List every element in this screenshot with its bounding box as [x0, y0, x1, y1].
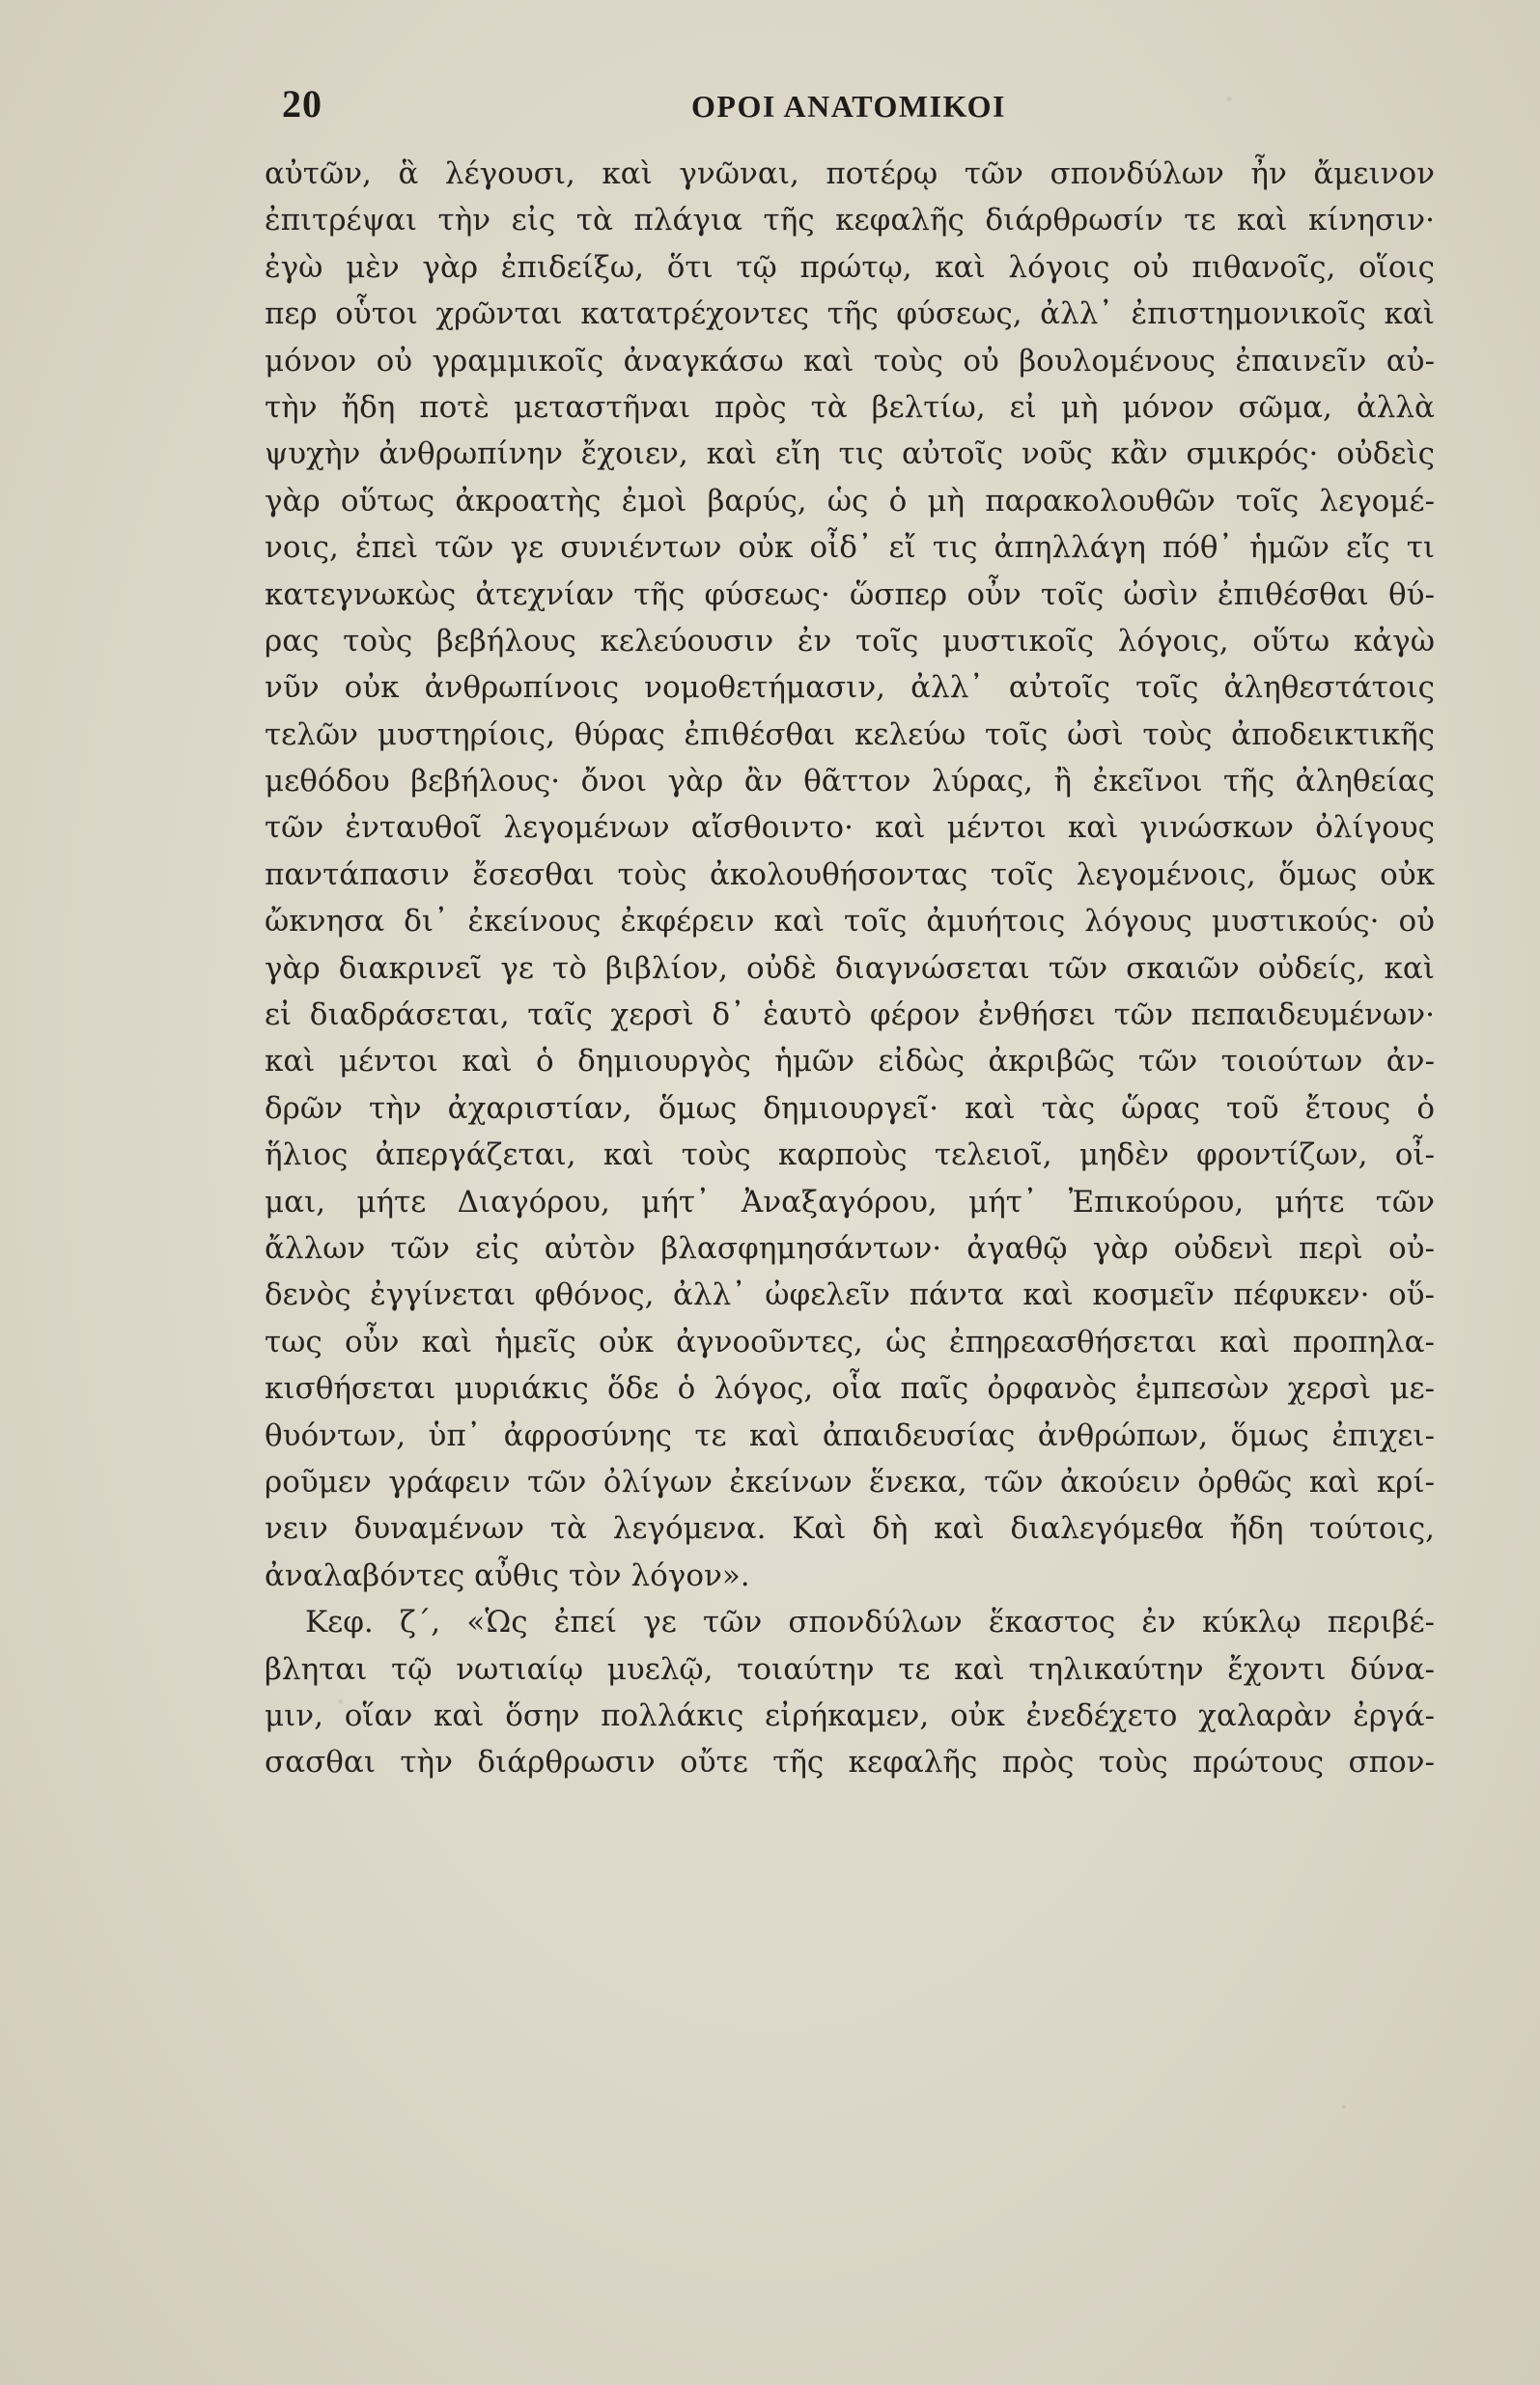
- body-text: [265, 151, 1435, 1786]
- page-number: 20: [282, 82, 322, 126]
- text-line: κισθήσεται μυριάκις ὅδε ὁ λόγος, οἷα παῖς ὀρφανὸς ἐμπεσὼν χερσὶ με-: [265, 1371, 1435, 1407]
- text-line: ἐγὼ μὲν γὰρ ἐπιδείξω, ὅτι τῷ πρώτῳ, καὶ λόγοις οὐ πιθανοῖς, οἵοις: [265, 249, 1435, 285]
- text-line: θυόντων, ὑπ᾽ ἀφροσύνης τε καὶ ἀπαιδευσίας ἀνθρώπων, ὅμως ἐπιχει-: [265, 1417, 1435, 1453]
- text-line: περ οὗτοι χρῶνται κατατρέχοντες τῆς φύσεως, ἀλλ᾽ ἐπιστημονικοῖς καὶ: [265, 296, 1435, 332]
- text-line: σασθαι τὴν διάρθρωσιν οὔτε τῆς κεφαλῆς πρὸς τοὺς πρώτους σπον-: [265, 1745, 1435, 1781]
- text-line: τῶν ἐνταυθοῖ λεγομένων αἴσθοιντο· καὶ μέντοι καὶ γινώσκων ὀλίγους: [265, 810, 1435, 846]
- paragraph-end-line: ἀναλαβόντες αὖθις τὸν λόγον».: [265, 1557, 750, 1593]
- text-line: δρῶν τὴν ἀχαριστίαν, ὅμως δημιουργεῖ· καὶ τὰς ὥρας τοῦ ἔτους ὁ: [265, 1090, 1435, 1126]
- running-head: ΟΡΟΙ ΑΝΑΤΟΜΙΚΟΙ: [691, 89, 1006, 124]
- text-line: γὰρ οὕτως ἀκροατὴς ἐμοὶ βαρύς, ὡς ὁ μὴ παρακολουθῶν τοῖς λεγομέ-: [265, 483, 1435, 519]
- text-line: ροῦμεν γράφειν τῶν ὀλίγων ἐκείνων ἕνεκα, τῶν ἀκούειν ὀρθῶς καὶ κρί-: [265, 1464, 1435, 1500]
- text-line: νοις, ἐπεὶ τῶν γε συνιέντων οὐκ οἶδ᾽ εἴ τις ἀπηλλάγη πόθ᾽ ἡμῶν εἴς τι: [265, 530, 1435, 566]
- text-line: δενὸς ἐγγίνεται φθόνος, ἀλλ᾽ ὠφελεῖν πάντα καὶ κοσμεῖν πέφυκεν· οὕ-: [265, 1277, 1435, 1313]
- paper-speck: [1226, 97, 1232, 101]
- text-line: μαι, μήτε Διαγόρου, μήτ᾽ Ἀναξαγόρου, μήτ᾽ Ἐπικούρου, μήτε τῶν: [265, 1184, 1435, 1220]
- text-line: νῦν οὐκ ἀνθρωπίνοις νομοθετήμασιν, ἀλλ᾽ αὐτοῖς τοῖς ἀληθεστάτοις: [265, 670, 1435, 706]
- text-line: μιν, οἵαν καὶ ὅσην πολλάκις εἰρήκαμεν, οὐκ ἐνεδέχετο χαλαρὰν ἐργά-: [265, 1698, 1435, 1733]
- text-line: μεθόδου βεβήλους· ὄνοι γὰρ ἂν θᾶττον λύρας, ἢ ἐκεῖνοι τῆς ἀληθείας: [265, 764, 1435, 800]
- text-line: ἥλιος ἀπεργάζεται, καὶ τοὺς καρποὺς τελειοῖ, μηδὲν φροντίζων, οἶ-: [265, 1137, 1435, 1173]
- chapter-start-line: Κεφ. ζ΄, «Ὡς ἐπεί γε τῶν σπονδύλων ἕκαστος ἐν κύκλῳ περιβέ-: [305, 1605, 1435, 1641]
- text-line: βληται τῷ νωτιαίῳ μυελῷ, τοιαύτην τε καὶ τηλικαύτην ἔχοντι δύνα-: [265, 1651, 1435, 1687]
- text-line: τὴν ἤδη ποτὲ μεταστῆναι πρὸς τὰ βελτίω, εἰ μὴ μόνον σῶμα, ἀλλὰ: [265, 389, 1435, 425]
- text-line: εἰ διαδράσεται, ταῖς χερσὶ δ᾽ ἑαυτὸ φέρον ἐνθήσει τῶν πεπαιδευμένων·: [265, 997, 1435, 1033]
- text-line: ρας τοὺς βεβήλους κελεύουσιν ἐν τοῖς μυστικοῖς λόγοις, οὕτω κἀγὼ: [265, 623, 1435, 659]
- text-line: τελῶν μυστηρίοις, θύρας ἐπιθέσθαι κελεύω τοῖς ὠσὶ τοὺς ἀποδεικτικῆς: [265, 716, 1435, 752]
- text-line: παντάπασιν ἔσεσθαι τοὺς ἀκολουθήσοντας τοῖς λεγομένοις, ὅμως οὐκ: [265, 856, 1435, 892]
- text-line: αὐτῶν, ἃ λέγουσι, καὶ γνῶναι, ποτέρῳ τῶν σπονδύλων ἦν ἄμεινον: [265, 156, 1435, 191]
- text-line: κατεγνωκὼς ἀτεχνίαν τῆς φύσεως· ὥσπερ οὖν τοῖς ὠσὶν ἐπιθέσθαι θύ-: [265, 576, 1435, 612]
- text-line: καὶ μέντοι καὶ ὁ δημιουργὸς ἡμῶν εἰδὼς ἀκριβῶς τῶν τοιούτων ἀν-: [265, 1044, 1435, 1080]
- text-line: ὤκνησα δι᾽ ἐκείνους ἐκφέρειν καὶ τοῖς ἀμυήτοις λόγους μυστικούς· οὐ: [265, 904, 1435, 940]
- paper-speck: [1342, 2105, 1346, 2109]
- text-line: ψυχὴν ἀνθρωπίνην ἔχοιεν, καὶ εἴη τις αὐτοῖς νοῦς κἂν σμικρός· οὐδεὶς: [265, 436, 1435, 472]
- text-line: τως οὖν καὶ ἡμεῖς οὐκ ἀγνοοῦντες, ὡς ἐπηρεασθήσεται καὶ προπηλα-: [265, 1324, 1435, 1360]
- text-line: ἄλλων τῶν εἰς αὐτὸν βλασφημησάντων· ἀγαθῷ γὰρ οὐδενὶ περὶ οὐ-: [265, 1230, 1435, 1266]
- text-line: γὰρ διακρινεῖ γε τὸ βιβλίον, οὐδὲ διαγνώσεται τῶν σκαιῶν οὐδείς, καὶ: [265, 950, 1435, 986]
- text-line: μόνον οὐ γραμμικοῖς ἀναγκάσω καὶ τοὺς οὐ βουλομένους ἐπαινεῖν αὐ-: [265, 343, 1435, 379]
- text-line: ἐπιτρέψαι τὴν εἰς τὰ πλάγια τῆς κεφαλῆς διάρθρωσίν τε καὶ κίνησιν·: [265, 203, 1435, 238]
- text-line: νειν δυναμένων τὰ λεγόμενα. Καὶ δὴ καὶ διαλεγόμεθα ἤδη τούτοις,: [265, 1511, 1435, 1547]
